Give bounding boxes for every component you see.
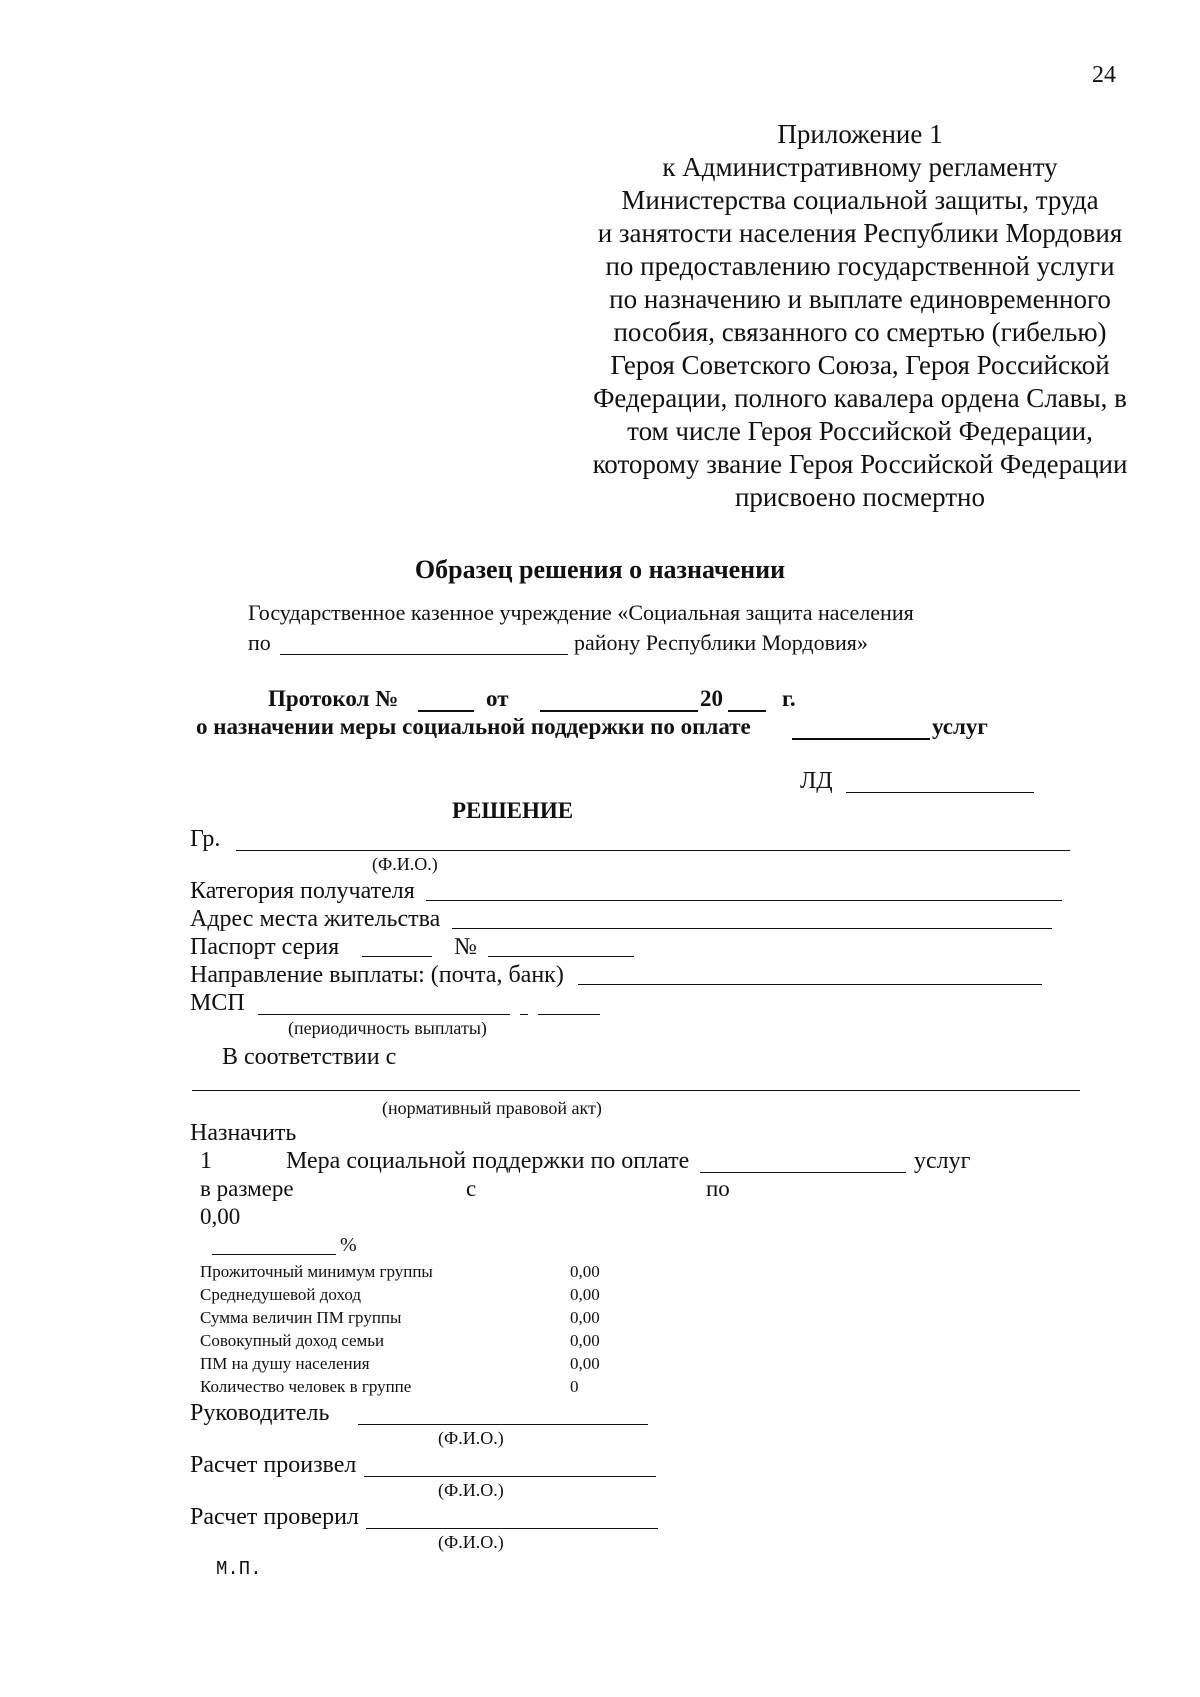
fio-caption: (Ф.И.О.) <box>438 1480 504 1500</box>
stat-value: 0,00 <box>570 1285 600 1304</box>
appendix-line: Министерства социальной защиты, труда <box>621 185 1099 215</box>
measure-label: Мера социальной поддержки по оплате <box>286 1148 690 1174</box>
percent-sign: % <box>340 1234 357 1256</box>
appendix-line: по назначению и выплате единовременного <box>609 284 1111 314</box>
head-signature-blank[interactable] <box>358 1424 648 1425</box>
protocol-number-blank[interactable] <box>418 710 474 712</box>
msp-label: МСП <box>190 990 245 1016</box>
service-type-blank[interactable] <box>792 738 930 740</box>
citizen-label: Гр. <box>190 826 221 852</box>
payment-direction-label: Направление выплаты: (почта, банк) <box>190 962 564 988</box>
protocol-from: от <box>486 686 509 711</box>
checked-label: Расчет проверил <box>190 1504 359 1530</box>
measure-suffix: услуг <box>914 1148 971 1174</box>
page-number: 24 <box>1092 62 1116 88</box>
institution-line-1: Государственное казенное учреждение «Социальная защита населения <box>248 600 914 625</box>
category-blank[interactable] <box>426 900 1062 901</box>
address-blank[interactable] <box>452 928 1052 929</box>
protocol-year: 20 <box>700 686 723 711</box>
protocol-date-blank[interactable] <box>540 710 698 712</box>
ld-label: ЛД <box>800 768 833 794</box>
protocol-subject: о назначении меры социальной поддержки по оплате <box>196 714 751 739</box>
stat-label: Совокупный доход семьи <box>200 1331 385 1350</box>
msp-separator <box>520 1014 528 1015</box>
appendix-line: присвоено посмертно <box>734 482 986 512</box>
appendix-line: к Административному регламенту <box>662 152 1058 182</box>
normative-act-blank[interactable] <box>192 1090 1080 1091</box>
address-label: Адрес места жительства <box>190 906 441 932</box>
stat-label: Прожиточный минимум группы <box>200 1262 433 1281</box>
category-label: Категория получателя <box>190 878 415 904</box>
passport-series-blank[interactable] <box>362 956 432 957</box>
institution-line-2: району Республики Мордовия» <box>574 630 868 655</box>
according-label: В соответствии с <box>222 1044 397 1070</box>
passport-number-blank[interactable] <box>488 956 634 957</box>
msp-extra-blank[interactable] <box>538 1014 600 1015</box>
head-label: Руководитель <box>190 1400 330 1426</box>
stat-value: 0,00 <box>570 1331 600 1350</box>
amount-value: 0,00 <box>200 1204 241 1229</box>
protocol-subject-suffix: услуг <box>932 714 988 739</box>
payment-direction-blank[interactable] <box>578 984 1042 985</box>
decision-heading: РЕШЕНИЕ <box>452 798 574 823</box>
stat-value: 0,00 <box>570 1354 600 1373</box>
citizen-name-blank[interactable] <box>236 850 1070 851</box>
amount-label: в размере <box>200 1176 294 1201</box>
institution-prefix: по <box>248 630 271 655</box>
appendix-line: Приложение 1 <box>777 119 943 149</box>
appendix-line: Героя Советского Союза, Героя Российской <box>610 350 1110 380</box>
protocol-label: Протокол № <box>268 686 399 711</box>
stat-value: 0,00 <box>570 1262 600 1281</box>
stat-value: 0 <box>570 1377 579 1396</box>
normative-caption: (нормативный правовой акт) <box>382 1098 602 1118</box>
appendix-line: по предоставлению государственной услуги <box>605 251 1115 281</box>
protocol-year-blank[interactable] <box>728 710 766 712</box>
ld-blank[interactable] <box>846 792 1034 793</box>
appendix-line: и занятости населения Республики Мордовия <box>597 218 1123 248</box>
district-blank[interactable] <box>280 654 568 655</box>
appendix-line: Федерации, полного кавалера ордена Славы, в <box>593 383 1127 413</box>
appendix-line: пособия, связанного со смертью (гибелью) <box>613 317 1107 347</box>
checked-signature-blank[interactable] <box>366 1528 658 1529</box>
assign-label: Назначить <box>190 1120 297 1146</box>
document-title: Образец решения о назначении <box>414 555 786 584</box>
item-number: 1 <box>200 1148 212 1174</box>
measure-service-blank[interactable] <box>700 1172 906 1173</box>
appendix-line: том числе Героя Российской Федерации, <box>627 416 1093 446</box>
stamp-place: М.П. <box>216 1558 262 1580</box>
appendix-header <box>560 118 1160 514</box>
percent-blank[interactable] <box>212 1254 336 1255</box>
fio-caption: (Ф.И.О.) <box>372 854 438 874</box>
stat-value: 0,00 <box>570 1308 600 1327</box>
fio-caption: (Ф.И.О.) <box>438 1532 504 1552</box>
stat-label: ПМ на душу населения <box>200 1354 370 1373</box>
passport-label: Паспорт серия <box>190 934 340 960</box>
stat-label: Среднедушевой доход <box>200 1285 362 1304</box>
protocol-year-suffix: г. <box>782 686 796 711</box>
stat-label: Количество человек в группе <box>200 1377 412 1396</box>
calculated-signature-blank[interactable] <box>364 1476 656 1477</box>
appendix-line: которому звание Героя Российской Федерации <box>592 449 1128 479</box>
fio-caption: (Ф.И.О.) <box>438 1428 504 1448</box>
msp-blank[interactable] <box>258 1014 510 1015</box>
calculated-label: Расчет произвел <box>190 1452 357 1478</box>
date-from-label: с <box>466 1176 477 1201</box>
passport-number-sign: № <box>454 934 477 960</box>
periodicity-caption: (периодичность выплаты) <box>288 1018 487 1038</box>
date-to-label: по <box>706 1176 730 1201</box>
stat-label: Сумма величин ПМ группы <box>200 1308 402 1327</box>
